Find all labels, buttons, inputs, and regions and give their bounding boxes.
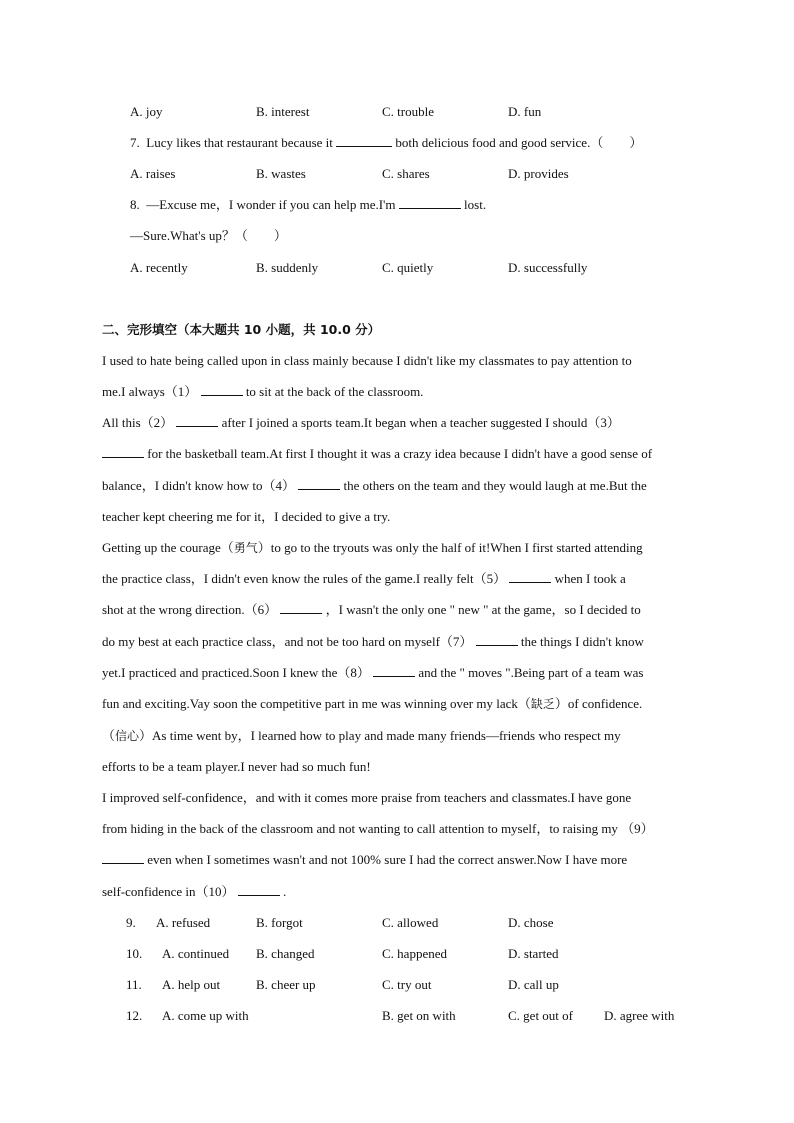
passage-text: Getting up the courage（ (102, 540, 234, 555)
passage-text: do my best at each practice class，and not be too hard on myself（7） (102, 634, 473, 649)
option-d: D. started (508, 946, 559, 961)
passage-text: the others on the team and they would laugh at me.But the (343, 478, 647, 493)
passage-text: shot at the wrong direction.（6） (102, 602, 278, 617)
option-a: A. continued (162, 946, 230, 961)
passage-line (102, 476, 647, 496)
answer-blank (280, 601, 322, 614)
passage-line (102, 600, 641, 620)
option-d: D. chose (508, 915, 554, 930)
option-c: C. shares (382, 166, 430, 181)
answer-blank (176, 414, 218, 427)
passage-text: balance，I didn't know how to（4） (102, 478, 295, 493)
passage-text: All this（2） (102, 415, 174, 430)
question-number: 10. (126, 946, 143, 961)
passage-line (102, 569, 626, 589)
option-a: A. refused (156, 915, 211, 930)
question-text: lost. (464, 197, 487, 212)
passage-text: fun and exciting.Vay soon the competitive part in me was winning over my lack（ (102, 696, 531, 711)
passage-line (102, 663, 643, 683)
section-title: 二、完形填空（本大题共 10 小题，共 10.0 分） (102, 322, 381, 337)
option-d: D. fun (508, 104, 542, 119)
passage-text: to sit at the back of the classroom. (245, 384, 424, 399)
answer-blank (102, 445, 144, 458)
passage-line (102, 382, 423, 402)
question-text: Lucy likes that restaurant because it (146, 135, 333, 150)
passage-line (102, 726, 621, 746)
passage-text: self-confidence in（10） (102, 884, 235, 899)
passage-text: even when I sometimes wasn't and not 100% sure I had the correct answer.Now I have more (147, 852, 628, 867)
passage-text: ）to go to the tryouts was only the half of it!When I first started attending (257, 540, 643, 555)
passage-gloss: 勇气 (233, 541, 258, 555)
passage-line (102, 632, 644, 652)
question-number: 9. (126, 915, 136, 930)
option-b: B. wastes (256, 166, 306, 181)
passage-text: after I joined a sports team.It began when a teacher suggested I should（3） (221, 415, 620, 430)
option-c: C. quietly (382, 260, 434, 275)
question-8-response: —Sure.What's up？（ ） (130, 228, 287, 243)
option-d: D. provides (508, 166, 569, 181)
option-b: B. interest (256, 104, 310, 119)
answer-blank (201, 383, 243, 396)
answer-blank (336, 134, 392, 147)
passage-gloss: 信心 (115, 729, 140, 743)
answer-blank (102, 851, 144, 864)
question-text: both delicious food and good service.（ ） (395, 135, 643, 150)
passage-line: teacher kept cheering me for it，I decided to give a try. (102, 509, 391, 524)
passage-line (102, 882, 286, 902)
passage-text: ）of confidence. (554, 696, 643, 711)
answer-blank (509, 570, 551, 583)
option-a: A. recently (130, 260, 188, 275)
passage-line (102, 413, 620, 433)
option-c: C. try out (382, 977, 432, 992)
option-b: B. forgot (256, 915, 303, 930)
passage-text: for the basketball team.At first I thought it was a crazy idea because I didn't have a good sense of (147, 446, 653, 461)
option-c: C. allowed (382, 915, 439, 930)
answer-blank (298, 477, 340, 490)
passage-line: I improved self-confidence，and with it comes more praise from teachers and classmates.I have gone (102, 790, 632, 805)
passage-line: efforts to be a team player.I never had so much fun! (102, 759, 371, 774)
option-b: B. get on with (382, 1008, 456, 1023)
option-d: D. successfully (508, 260, 588, 275)
passage-text: yet.I practiced and practiced.Soon I knew the（8） (102, 665, 370, 680)
question-8 (130, 195, 486, 215)
option-d: D. agree with (604, 1008, 675, 1023)
passage-text: the practice class，I didn't even know the rules of the game.I really felt（5） (102, 571, 507, 586)
option-b: B. cheer up (256, 977, 316, 992)
option-b: B. suddenly (256, 260, 319, 275)
passage-gloss: 缺乏 (530, 697, 555, 711)
passage-line (102, 538, 643, 558)
passage-text: ）As time went by，I learned how to play and made many friends—friends who respect my (139, 728, 621, 743)
option-a: A. come up with (162, 1008, 249, 1023)
passage-text: . (282, 884, 287, 899)
option-c: C. get out of (508, 1008, 573, 1023)
passage-text: ，I wasn't the only one " new " at the game，so I decided to (325, 602, 641, 617)
answer-blank (238, 883, 280, 896)
question-number: 8. (130, 197, 140, 212)
question-number: 7. (130, 135, 140, 150)
passage-text: me.I always（1） (102, 384, 198, 399)
question-number: 11. (126, 977, 142, 992)
passage-line: from hiding in the back of the classroom and not wanting to call attention to myself，to raising my （9） (102, 821, 654, 836)
option-a: A. raises (130, 166, 176, 181)
option-b: B. changed (256, 946, 315, 961)
option-a: A. help out (162, 977, 221, 992)
question-7 (130, 133, 642, 153)
option-c: C. trouble (382, 104, 434, 119)
passage-line (102, 850, 627, 870)
option-d: D. call up (508, 977, 559, 992)
answer-blank (373, 664, 415, 677)
question-text: —Excuse me，I wonder if you can help me.I'm (146, 197, 396, 212)
answer-blank (399, 196, 461, 209)
option-c: C. happened (382, 946, 447, 961)
question-number: 12. (126, 1008, 143, 1023)
passage-line (102, 694, 642, 714)
passage-text: （ (102, 728, 116, 743)
passage-line (102, 444, 652, 464)
passage-text: and the " moves ".Being part of a team was (418, 665, 644, 680)
passage-line: I used to hate being called upon in class mainly because I didn't like my classmates to pay attention to (102, 353, 632, 368)
option-a: A. joy (130, 104, 163, 119)
passage-text: when I took a (554, 571, 626, 586)
passage-text: the things I didn't know (520, 634, 644, 649)
answer-blank (476, 633, 518, 646)
